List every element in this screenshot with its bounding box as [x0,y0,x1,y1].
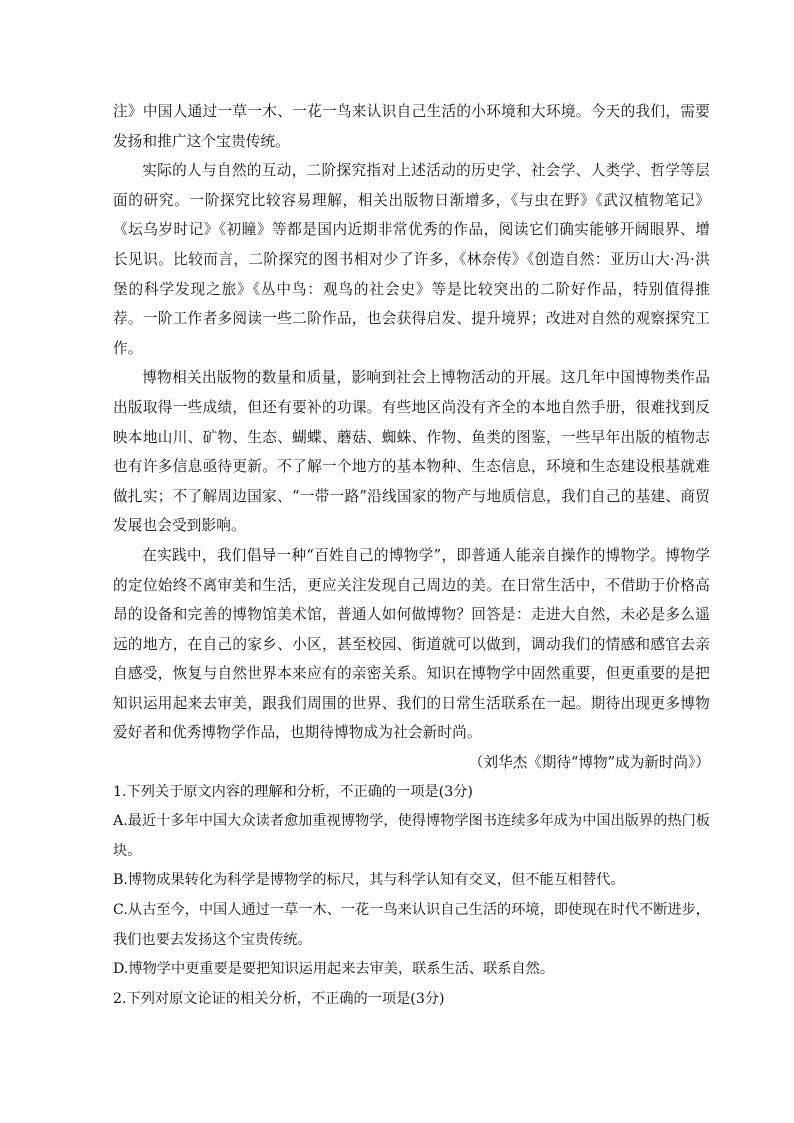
question-1-option-a: A.最近十多年中国大众读者愈加重视博物学，使得博物学图书连续多年成为中国出版界的热门板块。 [113,813,710,859]
passage-paragraph-4: 在实践中，我们倡导一种“百姓自己的博物学”，即普通人能亲自操作的博物学。博物学的定位始终不离审美和生活，更应关注发现自己周边的美。在日常生活中，不借助于价格高昂的设备和完善的博物馆美术馆，普通人如何做博物？回答是：走进大自然，未必是多么遥远的地方，在自己的家乡、小区，甚至校园、街道就可以做到，调动我们的情感和感官去亲自感受，恢复与自然世界本来应有的亲密关系。知识在博物学中固然重要，但更重要的是把知识运用起来去审美，跟我们周围的世界、我们的日常生活联系在一起。期待出现更多博物爱好者和优秀博物学作品，也期待博物成为社会新时尚。 [113,546,710,742]
question-2-stem: 2.下列对原文论证的相关分析，不正确的一项是(3分) [113,990,445,1007]
passage-paragraph-1: 注》中国人通过一草一木、一花一鸟来认识自己生活的小环境和大环境。今天的我们，需要发扬和推广这个宝贵传统。 [113,103,710,150]
question-1-stem: 1.下列关于原文内容的理解和分析，不正确的一项是(3分) [113,783,473,800]
question-1-option-c: C.从古至今，中国人通过一草一木、一花一鸟来认识自己生活的环境，即使现在时代不断进步，我们也要去发扬这个宝贵传统。 [113,902,710,948]
passage-source: （刘华杰《期待“博物”成为新时尚》） [468,754,710,772]
question-1-option-b: B.博物成果转化为科学是博物学的标尺，其与科学认知有交叉，但不能互相替代。 [113,872,625,889]
passage-paragraph-3: 博物相关出版物的数量和质量，影响到社会上博物活动的开展。这几年中国博物类作品出版取得一些成绩，但还有要补的功课。有些地区尚没有齐全的本地自然手册，很难找到反映本地山川、矿物、生态、蝴蝶、蘑菇、蜘蛛、作物、鱼类的图鉴，一些早年出版的植物志也有许多信息亟待更新。不了解一个地方的基本物种、生态信息，环境和生态建设根基就难做扎实；不了解周边国家、“一带一路”沿线国家的物产与地质信息，我们自己的基建、商贸发展也会受到影响。 [113,369,710,535]
document-page [113,97,710,1014]
question-1-option-d: D.博物学中更重要是要把知识运用起来去审美，联系生活、联系自然。 [113,961,555,978]
passage-paragraph-2: 实际的人与自然的互动，二阶探究指对上述活动的历史学、社会学、人类学、哲学等层面的研究。一阶探究比较容易理解，相关出版物日渐增多，《与虫在野》《武汉植物笔记》《坛乌岁时记》《初瞳》等都是国内近期非常优秀的作品，阅读它们确实能够开阔眼界、增长见识。比较而言，二阶探究的图书相对少了许多，《林奈传》《创造自然：亚历山大·冯·洪堡的科学发现之旅》《丛中鸟：观鸟的社会史》等是比较突出的二阶好作品，特别值得推荐。一阶工作者多阅读一些二阶作品，也会获得启发、提升境界；改进对自然的观察探究工作。 [113,162,710,357]
